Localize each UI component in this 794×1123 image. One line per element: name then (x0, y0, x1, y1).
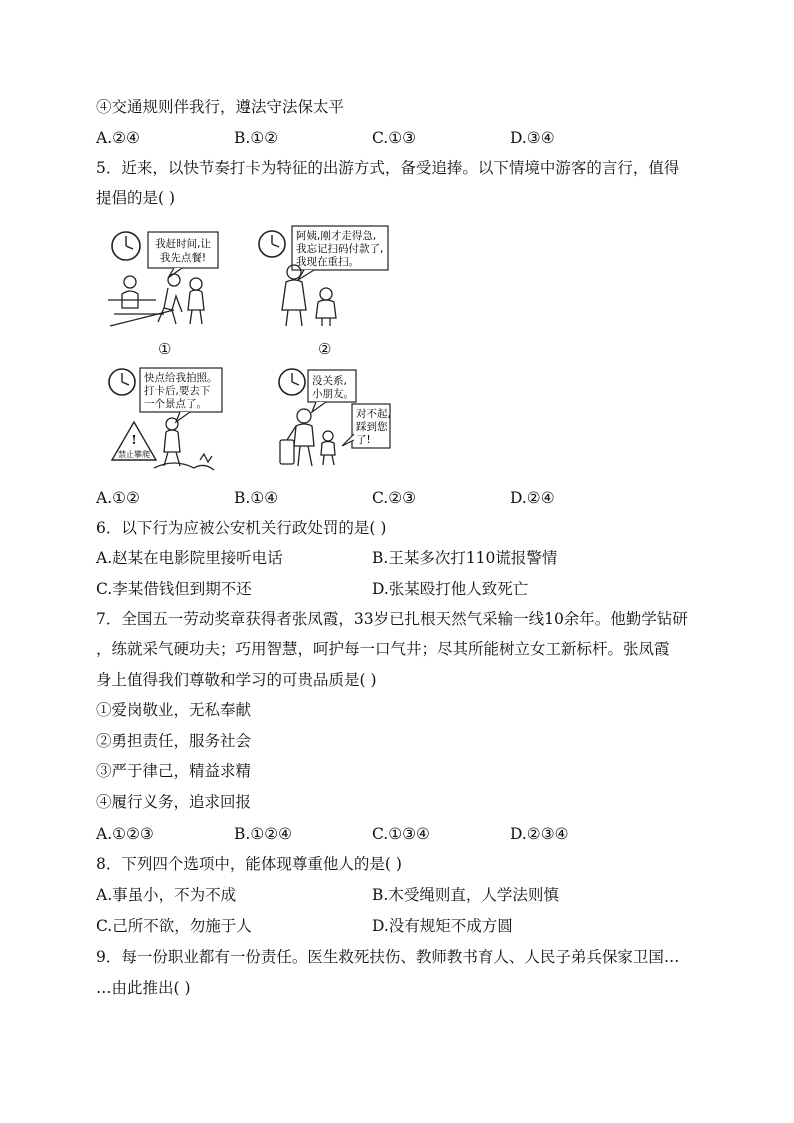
panel2-bubble-line2: 我忘记扫码付款了, (296, 243, 384, 255)
panel4-bubble1-line2: 小朋友。 (312, 388, 354, 400)
q8-option-c[interactable]: C.己所不欲，勿施于人 (96, 917, 252, 935)
q4-option-b[interactable]: B.①② (234, 129, 279, 147)
q6-option-c[interactable]: C.李某借钱但到期不还 (96, 580, 252, 598)
clock-icon (279, 369, 305, 395)
panel1-bubble-line1: 我赶时间,让 (155, 238, 211, 250)
clock-icon (109, 369, 135, 395)
q9-stem-line2: …由此推出( ) (96, 979, 191, 997)
panel2-bubble-line1: 阿姨,刚才走得急, (296, 230, 377, 242)
q7-option-c[interactable]: C.①③④ (372, 825, 430, 843)
q7-option-a[interactable]: A.①②③ (96, 825, 154, 843)
q4-statement-4: ④交通规则伴我行，遵法守法保太平 (96, 98, 345, 116)
panel2-bubble-line3: 我现在重扫。 (296, 256, 359, 268)
q7-statement-3: ③严于律己，精益求精 (96, 762, 252, 780)
q5-stem-line2: 提倡的是( ) (96, 189, 176, 207)
panel3-bubble-line1: 快点给我拍照。 (144, 372, 218, 384)
q4-option-d[interactable]: D.③④ (510, 129, 555, 147)
warning-sign-icon (112, 422, 156, 460)
panel4-bubble2-line3: 了! (356, 434, 371, 446)
warning-sign-label: 禁止攀爬 (118, 450, 150, 459)
q5-option-d[interactable]: D.②④ (510, 489, 555, 507)
customer-and-vendor-illustration (282, 265, 336, 326)
q4-option-c[interactable]: C.①③ (372, 129, 417, 147)
clock-icon (112, 232, 140, 260)
q8-option-d[interactable]: D.没有规矩不成方圆 (372, 917, 513, 935)
q7-stem-line1: 7．全国五一劳动奖章获得者张凤霞，33岁已扎根天然气采输一线10余年。他勤学钻研 (96, 610, 688, 628)
cartoon-panel-2 (254, 222, 394, 332)
svg-text:!: ! (131, 433, 137, 447)
clock-icon (259, 231, 285, 257)
traveler-and-child-illustration (280, 409, 335, 466)
q5-option-c[interactable]: C.②③ (372, 489, 417, 507)
q7-stem-line3: 身上值得我们尊敬和学习的可贵品质是( ) (96, 671, 377, 689)
q4-option-a[interactable]: A.②④ (96, 129, 140, 147)
panel1-bubble-line2: 我先点餐! (159, 252, 207, 264)
q8-stem: 8．下列四个选项中，能体现尊重他人的是( ) (96, 855, 402, 873)
panel2-caption: ② (318, 340, 332, 358)
panel4-bubble2-line1: 对不起, (356, 408, 391, 420)
q7-statement-2: ②勇担责任，服务社会 (96, 732, 252, 750)
q7-statement-4: ④履行义务，追求回报 (96, 793, 252, 811)
q5-stem-line1: 5．近来，以快节奏打卡为特征的出游方式，备受追捧。以下情境中游客的言行，值得 (96, 159, 680, 177)
q5-option-a[interactable]: A.①② (96, 489, 140, 507)
q5-option-b[interactable]: B.①④ (234, 489, 279, 507)
cartoon-panel-4 (274, 364, 394, 474)
cartoon-panel-1 (104, 222, 224, 332)
q8-option-a[interactable]: A.事虽小，不为不成 (96, 886, 237, 904)
q6-stem: 6．以下行为应被公安机关行政处罚的是( ) (96, 519, 387, 537)
q6-option-d[interactable]: D.张某殴打他人致死亡 (372, 580, 529, 598)
queue-people-illustration (108, 274, 204, 326)
cartoon-panel-3 (104, 364, 234, 474)
q9-stem-line1: 9．每一份职业都有一份责任。医生救死扶伤、教师教书育人、人民子弟兵保家卫国… (96, 948, 680, 966)
q7-statement-1: ①爱岗敬业，无私奉献 (96, 701, 252, 719)
panel1-caption: ① (158, 340, 172, 358)
panel4-bubble2-line2: 踩到您 (356, 421, 388, 433)
q7-option-b[interactable]: B.①②④ (234, 825, 293, 843)
q8-option-b[interactable]: B.木受绳则直，人学法则慎 (372, 886, 559, 904)
panel3-bubble-line3: 一个景点了。 (144, 398, 207, 410)
panel3-bubble-line2: 打卡后,要去下 (144, 385, 211, 397)
q7-option-d[interactable]: D.②③④ (510, 825, 569, 843)
panel4-bubble1-line1: 没关系, (312, 375, 347, 387)
q6-option-a[interactable]: A.赵某在电影院里接听电话 (96, 549, 283, 567)
q7-stem-line2: ，练就采气硬功夫；巧用智慧，呵护每一口气井；尽其所能树立女工新标杆。张凤霞 (96, 640, 670, 658)
climber-illustration (154, 418, 214, 470)
q6-option-b[interactable]: B.王某多次打110谎报警情 (372, 549, 558, 567)
